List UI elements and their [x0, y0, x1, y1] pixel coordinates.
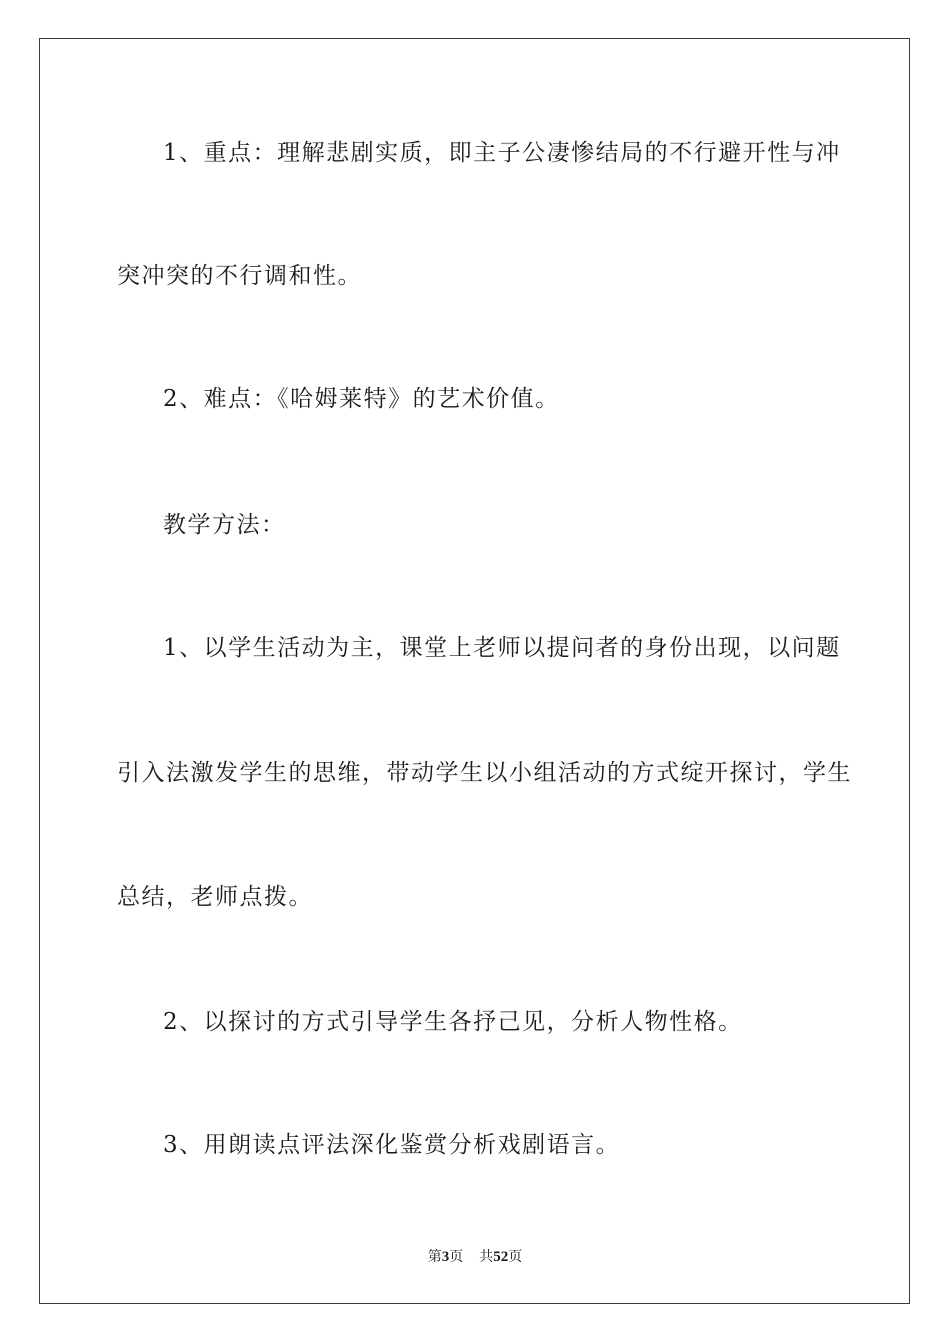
text-line-method-1: 1、以学生活动为主，课堂上老师以提问者的身份出现，以问题	[163, 635, 841, 661]
text-line-key-point-cont: 突冲突的不行调和性。	[117, 263, 362, 289]
text-line-method-3: 3、用朗读点评法深化鉴赏分析戏剧语言。	[163, 1132, 621, 1158]
page-suffix: 页	[449, 1249, 464, 1265]
text-line-methods-heading: 教学方法：	[163, 512, 286, 538]
page-footer	[0, 1248, 950, 1266]
page-prefix: 第	[427, 1249, 442, 1265]
text-line-key-point: 1、重点：理解悲剧实质，即主子公凄惨结局的不行避开性与冲	[163, 140, 841, 166]
text-line-method-1-cont: 引入法激发学生的思维，带动学生以小组活动的方式绽开探讨，学生	[117, 760, 852, 786]
text-line-method-1-end: 总结，老师点拨。	[117, 884, 313, 910]
total-suffix: 页	[508, 1249, 523, 1265]
current-page-number: 3	[441, 1249, 450, 1265]
total-pages-number: 52	[493, 1249, 509, 1265]
text-line-difficulty: 2、难点：《哈姆莱特》的艺术价值。	[163, 386, 560, 412]
total-prefix: 共	[479, 1249, 494, 1265]
text-line-method-2: 2、以探讨的方式引导学生各抒己见，分析人物性格。	[163, 1009, 743, 1035]
page-border	[39, 38, 910, 1304]
